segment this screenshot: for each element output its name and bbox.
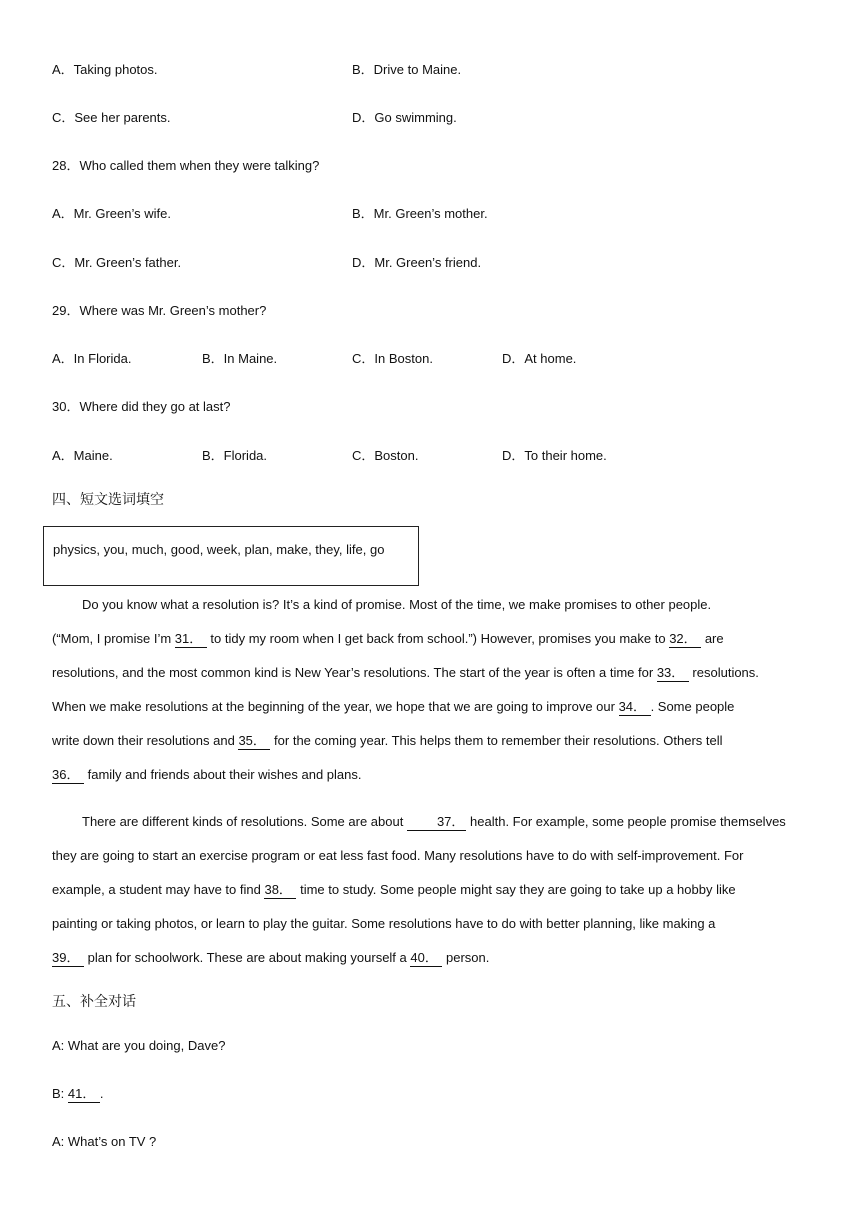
word-box xyxy=(43,526,419,586)
blank-41[interactable]: 41． xyxy=(68,1086,100,1103)
text-run: resolutions. xyxy=(688,665,759,680)
q29-option-b: B．In Maine. xyxy=(202,351,278,366)
q30-stem: 30．Where did they go at last? xyxy=(52,399,231,414)
text-run: resolutions, and the most common kind is New Year’s resolutions. The start of the year is often a time for xyxy=(52,665,657,680)
q28-option-d: D．Mr. Green’s friend. xyxy=(352,255,482,270)
text-run: to tidy my room when I get back from school.”) However, promises you make to xyxy=(206,631,670,646)
text-run: . Some people xyxy=(650,699,735,714)
text-run: B: xyxy=(52,1086,68,1101)
q27-option-c: C．See her parents. xyxy=(52,110,171,125)
p1-line-1: Do you know what a resolution is? It’s a kind of promise. Most of the time, we make promises to other people. xyxy=(82,597,712,612)
dialogue-line-3: A: What’s on TV ? xyxy=(52,1134,157,1149)
q29-stem: 29．Where was Mr. Green’s mother? xyxy=(52,303,267,318)
p2-line-5 xyxy=(52,941,812,975)
q29-option-d: D．At home. xyxy=(502,351,577,366)
q27-option-b: B．Drive to Maine. xyxy=(352,62,462,77)
q28-option-a: A．Mr. Green’s wife. xyxy=(52,206,171,221)
blank-37[interactable]: 37． xyxy=(407,814,466,831)
blank-32[interactable]: 32． xyxy=(669,631,701,648)
q28-option-c: C．Mr. Green’s father. xyxy=(52,255,182,270)
p2-line-1 xyxy=(52,805,812,839)
blank-36[interactable]: 36． xyxy=(52,767,84,784)
blank-35[interactable]: 35． xyxy=(238,733,270,750)
blank-33[interactable]: 33． xyxy=(657,665,689,682)
q30-option-a: A．Maine. xyxy=(52,448,113,463)
text-run: time to study. Some people might say they are going to take up a hobby like xyxy=(296,882,736,897)
text-run: example, a student may have to find xyxy=(52,882,265,897)
blank-39[interactable]: 39． xyxy=(52,950,84,967)
p2-line-4: painting or taking photos, or learn to play the guitar. Some resolutions have to do with better planning, like making a xyxy=(52,916,716,931)
p1-line-2 xyxy=(52,622,812,656)
p2-line-3 xyxy=(52,873,812,907)
text-run: . xyxy=(99,1086,104,1101)
p1-line-5 xyxy=(52,724,812,758)
q28-option-b: B．Mr. Green’s mother. xyxy=(352,206,488,221)
text-run: are xyxy=(701,631,724,646)
blank-34[interactable]: 34． xyxy=(619,699,651,716)
blank-31[interactable]: 31． xyxy=(175,631,207,648)
p1-line-6 xyxy=(52,758,812,792)
passage-paragraph-2 xyxy=(52,805,812,975)
text-run: family and friends about their wishes and plans. xyxy=(84,767,362,782)
blank-40[interactable]: 40． xyxy=(410,950,442,967)
q27-option-a: A．Taking photos. xyxy=(52,62,158,77)
text-run: write down their resolutions and xyxy=(52,733,239,748)
q30-option-c: C．Boston. xyxy=(352,448,419,463)
q27-option-d: D．Go swimming. xyxy=(352,110,457,125)
dialogue-line-1: A: What are you doing, Dave? xyxy=(52,1038,226,1053)
word-box-text: physics, you, much, good, week, plan, make, they, life, go xyxy=(53,542,385,557)
text-run: for the coming year. This helps them to remember their resolutions. Others tell xyxy=(270,733,723,748)
text-run: There are different kinds of resolutions. Some are about xyxy=(82,814,407,829)
p1-line-3 xyxy=(52,656,812,690)
passage-paragraph-1 xyxy=(52,588,812,792)
section5-heading: 五、补全对话 xyxy=(52,993,136,1009)
q29-option-a: A．In Florida. xyxy=(52,351,132,366)
dialogue-line-2 xyxy=(52,1085,104,1103)
q28-stem: 28．Who called them when they were talking? xyxy=(52,158,320,173)
text-run: (“Mom, I promise I’m xyxy=(52,631,175,646)
q30-option-d: D．To their home. xyxy=(502,448,607,463)
p1-line-4 xyxy=(52,690,812,724)
text-run: plan for schoolwork. These are about making yourself a xyxy=(84,950,411,965)
text-run: health. For example, some people promise themselves xyxy=(466,814,786,829)
q29-option-c: C．In Boston. xyxy=(352,351,433,366)
blank-38[interactable]: 38． xyxy=(264,882,296,899)
p2-line-2: they are going to start an exercise program or eat less fast food. Many resolutions have to do with self-improvement. For xyxy=(52,848,744,863)
text-run: person. xyxy=(442,950,490,965)
text-run: When we make resolutions at the beginning of the year, we hope that we are going to improve our xyxy=(52,699,619,714)
q30-option-b: B．Florida. xyxy=(202,448,268,463)
section4-heading: 四、短文选词填空 xyxy=(52,491,164,507)
